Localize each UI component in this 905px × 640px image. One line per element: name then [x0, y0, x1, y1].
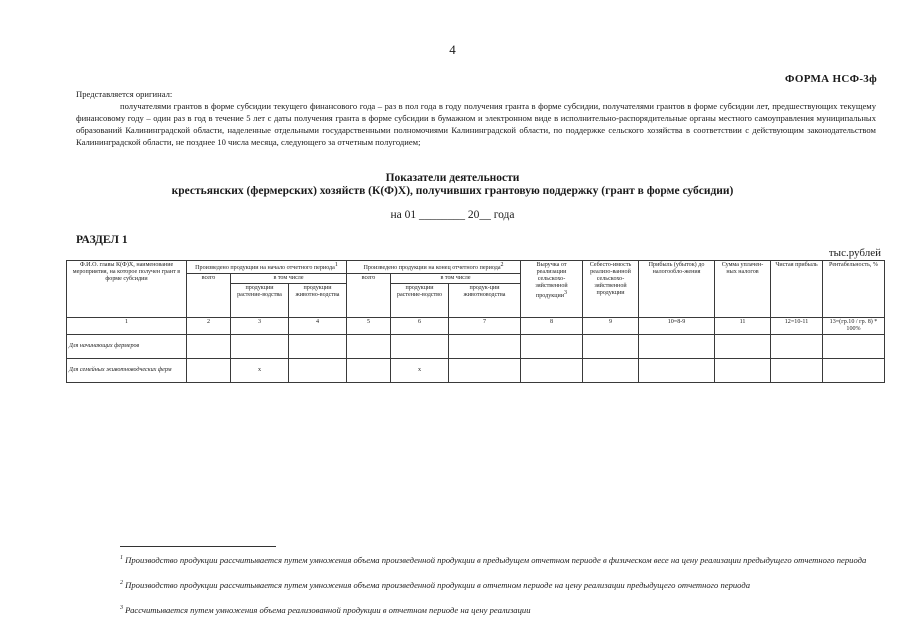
col-num-8: 8: [521, 318, 583, 335]
col-num-2: 2: [187, 318, 231, 335]
header-fio: Ф.И.О. главы К(Ф)Х, наименование мероприятия, на которое получен грант в форме субсидии: [67, 261, 187, 318]
document-title: Показатели деятельности: [385, 172, 520, 184]
col-num-4: 4: [289, 318, 347, 335]
table-row: [67, 359, 885, 383]
row2-col6-mark: х: [391, 359, 449, 383]
footnote-3: $^3$ Рассчитывается путем умножения объема реализованной продукции в отчетном периоде на цену реализации: [120, 604, 531, 615]
footnote-1: $^1$ Производство продукции рассчитывается путем умножения объема произведенной продукции в предыдущем отчетном периоде в физическом весе на цену реализации предыдущего отчетного периода: [120, 554, 867, 565]
report-date-line: на 01 ________ 20__ года: [390, 209, 515, 221]
col-num-6: 6: [391, 318, 449, 335]
header-end-total: всего: [347, 274, 391, 318]
row-label-beginning-farmers: Для начинающих фермеров: [67, 335, 187, 359]
col-num-3: 3: [231, 318, 289, 335]
header-end-livestock: продук-ции животноводства: [449, 284, 521, 318]
section-title: РАЗДЕЛ 1: [76, 234, 128, 246]
col-num-10: 10=8-9: [639, 318, 715, 335]
col-num-13: 13=(гр.10 / гр. 8) * 100%: [823, 318, 885, 335]
form-name: ФОРМА НСФ-3ф: [784, 73, 877, 85]
header-end-period: Произведено продукции на конец отчетного периода$^2$: [347, 261, 521, 274]
header-start-period: Произведено продукции на начало отчетного периода$^1$: [187, 261, 347, 274]
intro-lead: Представляется оригинал:: [76, 89, 173, 99]
document-subtitle: крестьянских (фермерских) хозяйств (К(Ф)Х), получивших грантовую поддержку (грант в форме субсидии): [171, 185, 734, 197]
units-label: тыс.рублей: [828, 247, 881, 259]
row-label-family-farms: Для семейных животноводческих ферм: [67, 359, 187, 383]
header-start-crop: продукции растение-водства: [231, 284, 289, 318]
page-number: 4: [449, 42, 456, 57]
col-num-9: 9: [583, 318, 639, 335]
indicators-table: [66, 260, 885, 383]
footnote-separator: [120, 546, 276, 547]
intro-body: получателями грантов в форме субсидии текущего финансового года – раз в пол года в году получения гранта в форме субсидии, получателями грантов в форме субсидии лет, предшествующих текущему финансовому году – один раз в год в течение 5 лет с даты получения гранта в форме субсидии в бумажном и электронном виде в исполнительно-распорядительные органы местного самоуправления муниципальных образований Калининградской области, наделенные отдельными государственными полномочиями Калининградской области, по поддержке сельского хозяйства в соответствии с действующим законодательством Калининградской области, не позднее 10 числа месяца, следующего за отчетным полугодием;: [76, 101, 876, 147]
intro-paragraph: [76, 88, 876, 148]
col-num-11: 11: [715, 318, 771, 335]
header-profit: Прибыль (убыток) до налогообло-жения: [639, 261, 715, 318]
row2-col3-mark: х: [231, 359, 289, 383]
header-revenue: Выручка от реализации сельскохо-зяйственной продукции$^3$: [521, 261, 583, 318]
header-profitability: Рентабельность, %: [823, 261, 885, 318]
header-end-including: в том числе: [391, 274, 521, 284]
col-num-12: 12=10-11: [771, 318, 823, 335]
header-start-livestock: продукции животно-водства: [289, 284, 347, 318]
footnote-2: $^2$ Производство продукции рассчитывается путем умножения объема произведенной продукции в отчетном периоде на цену реализации предыдущего отчетного периода: [120, 579, 751, 590]
header-end-crop: продукции растение-водство: [391, 284, 449, 318]
table-row: [67, 335, 885, 359]
header-net-profit: Чистая прибыль: [771, 261, 823, 318]
column-number-row: [67, 318, 885, 335]
col-num-5: 5: [347, 318, 391, 335]
header-start-total: всего: [187, 274, 231, 318]
col-num-1: 1: [67, 318, 187, 335]
header-row: [67, 261, 885, 274]
header-taxes: Сумма уплачен-ных налогов: [715, 261, 771, 318]
header-cost: Себесто-имость реализо-ванной сельскохо-зяйственной продукции: [583, 261, 639, 318]
col-num-7: 7: [449, 318, 521, 335]
header-start-including: в том числе: [231, 274, 347, 284]
